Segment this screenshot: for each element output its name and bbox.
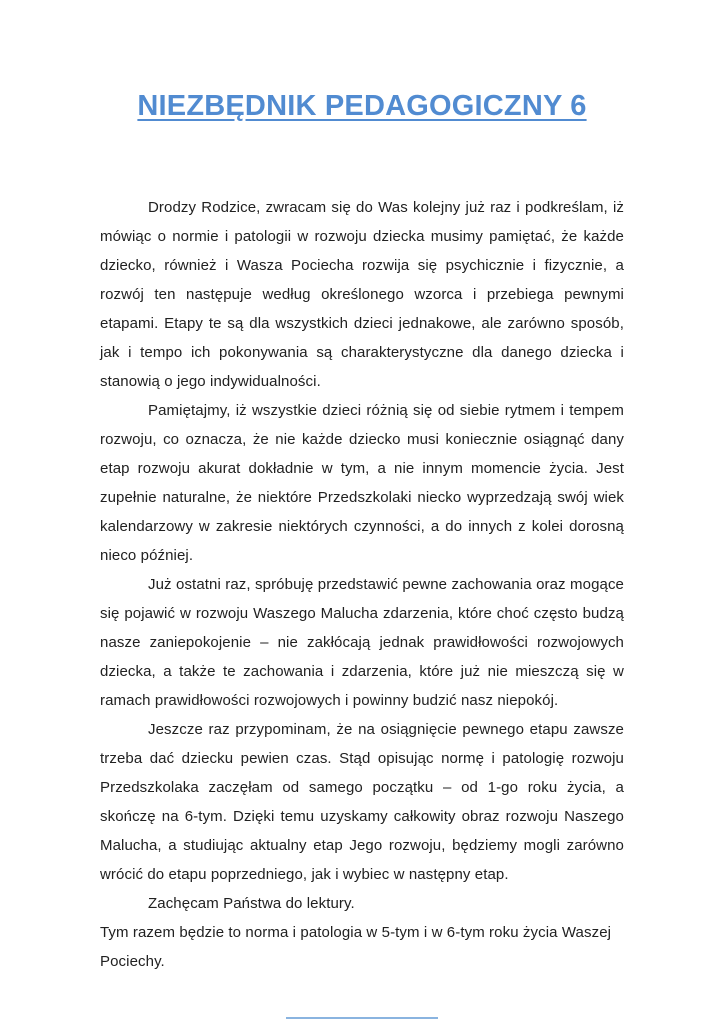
document-body (100, 193, 624, 976)
paragraph-behaviors: Już ostatni raz, spróbuję przedstawić pewne zachowania oraz mogące się pojawić w rozwoju Waszego Malucha zdarzenia, które choć często budzą nasze zaniepokojenie – nie zakłócają jednak prawidłowości rozwojowych dziecka, a także te zachowania i zdarzenia, które już nie mieszczą się w ramach prawidłowości rozwojowych i powinny budzić nasz niepokój. (100, 576, 624, 709)
paragraph-closing: Tym razem będzie to norma i patologia w 5-tym i w 6-tym roku życia Waszej Pociechy. (100, 924, 612, 970)
paragraph-reminder: Jeszcze raz przypominam, że na osiągnięcie pewnego etapu zawsze trzeba dać dziecku pewien czas. Stąd opisując normę i patologię rozwoju Przedszkolaka zaczęłam od samego początku – od 1-go roku życia, a skończę na 6-tym. Dzięki temu uzyskamy całkowity obraz rozwoju Naszego Malucha, a studiując aktualny etap Jego rozwoju, będziemy mogli zarówno wrócić do etapu poprzedniego, jak i wybiec w następny etap. (100, 721, 624, 883)
document-title: NIEZBĘDNIK PEDAGOGICZNY 6 (137, 90, 587, 122)
paragraph-intro: Drodzy Rodzice, zwracam się do Was kolejny już raz i podkreślam, iż mówiąc o normie i patologii w rozwoju dziecka musimy pamiętać, że każde dziecko, również i Wasza Pociecha rozwija się psychicznie i fizycznie, a rozwój ten następuje według określonego wzorca i przebiega pewnymi etapami. Etapy te są dla wszystkich dzieci jednakowe, ale zarówno sposób, jak i tempo ich pokonywania są charakterystyczne dla danego dziecka i stanowią o jego indywidualności. (100, 199, 624, 390)
bottom-blue-line (286, 1017, 438, 1019)
paragraph-development-rhythm: Pamiętajmy, iż wszystkie dzieci różnią się od siebie rytmem i tempem rozwoju, co oznacza, że nie każde dziecko musi koniecznie osiągnąć dany etap rozwoju akurat dokładnie w tym, a nie innym momencie życia. Jest zupełnie naturalne, że niektóre Przedszkolaki niecko wyprzedzają swój wiek kalendarzowy w zakresie niektórych czynności, a do innych z kolei dorosną nieco później. (100, 402, 624, 564)
paragraph-invitation: Zachęcam Państwa do lektury. (148, 895, 355, 912)
